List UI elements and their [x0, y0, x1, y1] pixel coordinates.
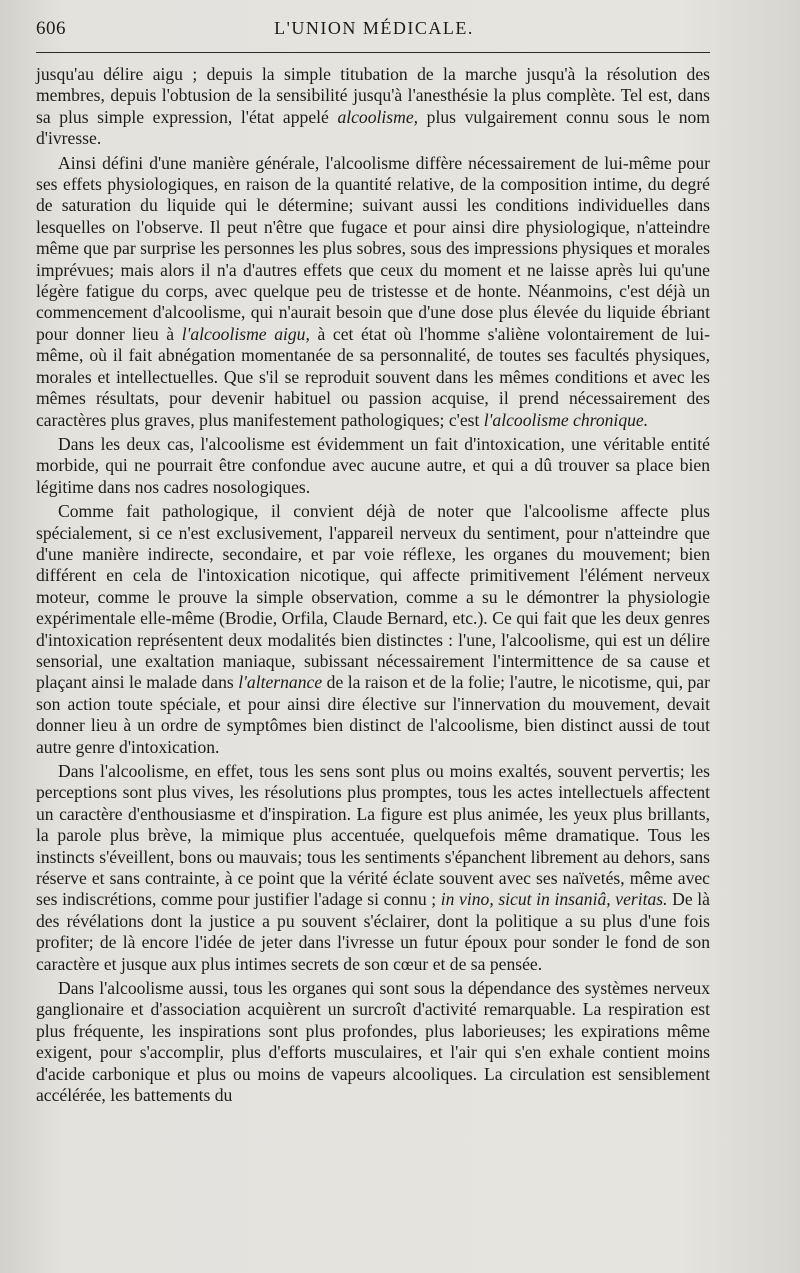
paragraph-5 — [36, 761, 710, 975]
paragraph-2-text-b: à cet état où l'homme s'aliène volontairement de lui-même, où il fait abnégation momentanée de sa personnalité, de toutes ses facultés physiques, morales et intellectuelles. Que s'il se reproduit souvent dans les mêmes conditions et avec les mêmes résultats, pour devenir habituel ou passion acquise, il prend nécessairement des caractères plus graves, plus manifestement pathologiques; c'est — [36, 323, 710, 430]
paragraph-2 — [36, 153, 710, 431]
paragraph-6 — [36, 978, 710, 1106]
paragraph-3-text: Dans les deux cas, l'alcoolisme est évidemment un fait d'intoxication, une véritable entité morbide, qui ne pourrait être confondue avec aucune autre, et qui a dû trouver sa place bien légitime dans nos cadres nosologiques. — [36, 433, 710, 497]
paragraph-4 — [36, 501, 710, 758]
paragraph-3 — [36, 434, 710, 498]
paragraph-1-italic: alcoolisme, — [337, 106, 419, 127]
header-rule — [36, 52, 710, 53]
page-number: 606 — [36, 18, 66, 39]
page-header — [36, 18, 712, 48]
running-title: L'UNION MÉDICALE. — [274, 18, 474, 38]
body-text — [36, 64, 710, 1110]
paragraph-1-end: plus vulgairement connu sous le nom d'ivresse. — [36, 106, 710, 149]
paragraph-1-text: jusqu'au délire aigu ; depuis la simple titubation de la marche jusqu'à la résolution des membres, depuis l'obtusion de la sensibilité jusqu'à l'anesthésie la plus complète. Tel est, dans sa plus simple expression, l'état appelé — [36, 64, 710, 127]
paragraph-2-text-a: Ainsi défini d'une manière générale, l'alcoolisme diffère nécessairement de lui-même pour ses effets physiologiques, en raison de la quantité relative, de la composition intime, du degré de saturation du liquide qui le détermine; suivant aussi les conditions individuelles dans lesquelles on l'observe. Il peut n'être que fugace et pour ainsi dire physiologique, n'atteindre même que par surprise les personnes les plus sobres, sous des impressions physiques et morales imprévues; mais alors il n'a d'autres effets que ceux du moment et ne laisse après lui qu'une légère fatigue du corps, avec quelque peu de tristesse et de honte. Néanmoins, c'est déjà un commencement d'alcoolisme, qui n'aurait besoin que d'une dose plus élevée du liquide ébriant pour donner lieu à — [36, 152, 710, 344]
paragraph-2-italic-2: l'alcoolisme chronique. — [483, 409, 649, 430]
paragraph-5-text-a: Dans l'alcoolisme, en effet, tous les sens sont plus ou moins exaltés, souvent pervertis; les perceptions sont plus vives, les résolutions plus promptes, tous les actes intellectuels affectent un caractère d'enthousiasme et d'inspiration. La figure est plus animée, les yeux plus brillants, la parole plus brève, la mimique plus accentuée, quelquefois même dramatique. Tous les instincts s'éveillent, bons ou mauvais; tous les sentiments s'épanchent librement au dehors, sans réserve et sans contrainte, à ce point que la vérité éclate souvent avec ses naïvetés, même avec ses indiscrétions, comme pour justifier l'adage si connu ; — [36, 761, 710, 910]
paragraph-1 — [36, 64, 710, 150]
paragraph-4-italic: l'alternance — [238, 672, 323, 693]
paragraph-2-italic-1: l'alcoolisme aigu, — [181, 323, 310, 344]
paragraph-6-text: Dans l'alcoolisme aussi, tous les organes qui sont sous la dépendance des systèmes nerveux ganglionaire et d'association acquièrent un surcroît d'activité remarquable. La respiration est plus fréquente, les inspirations sont plus profondes, plus laborieuses; les expirations même exigent, pour s'accomplir, plus d'efforts musculaires, et l'air qui s'en exhale contient moins d'acide carbonique et plus ou moins de vapeurs alcooliques. La circulation est sensiblement accélérée, les battements du — [36, 978, 710, 1106]
paragraph-5-italic: in vino, sicut in insaniâ, veritas. — [440, 889, 668, 910]
paragraph-4-text-a: Comme fait pathologique, il convient déjà de noter que l'alcoolisme affecte plus spécialement, si ce n'est exclusivement, l'appareil nerveux du sentiment, pour n'atteindre que d'une manière indirecte, secondaire, et par voie réflexe, les organes du mouvement; bien différent en cela de l'intoxication nicotique, qui affecte primitivement l'élément nerveux moteur, comme le prouve la simple observation, comme a su le démontrer la physiologie expérimentale elle-même (Brodie, Orfila, Claude Bernard, etc.). Ce qui fait que les deux genres d'intoxication représentent deux modalités bien distinctes : l'une, l'alcoolisme, qui est un délire sensorial, une exaltation maniaque, subissant nécessairement l'intermittence de sa cause et plaçant ainsi le malade dans — [36, 501, 710, 693]
paragraph-5-text-b: De là des révélations dont la justice a pu souvent s'éclairer, dont la politique a su plus d'une fois profiter; de là encore l'idée de jeter dans l'ivresse un futur époux pour sonder le fond de son caractère et jusque aux plus intimes secrets de son cœur et de sa pensée. — [36, 889, 710, 974]
paragraph-4-text-b: de la raison et de la folie; l'autre, le nicotisme, qui, par son action toute spéciale, et pour ainsi dire élective sur l'innervation du mouvement, devait donner lieu à un ordre de symptômes bien distinct de l'alcoolisme, bien distinct aussi de tout autre genre d'intoxication. — [36, 672, 710, 757]
